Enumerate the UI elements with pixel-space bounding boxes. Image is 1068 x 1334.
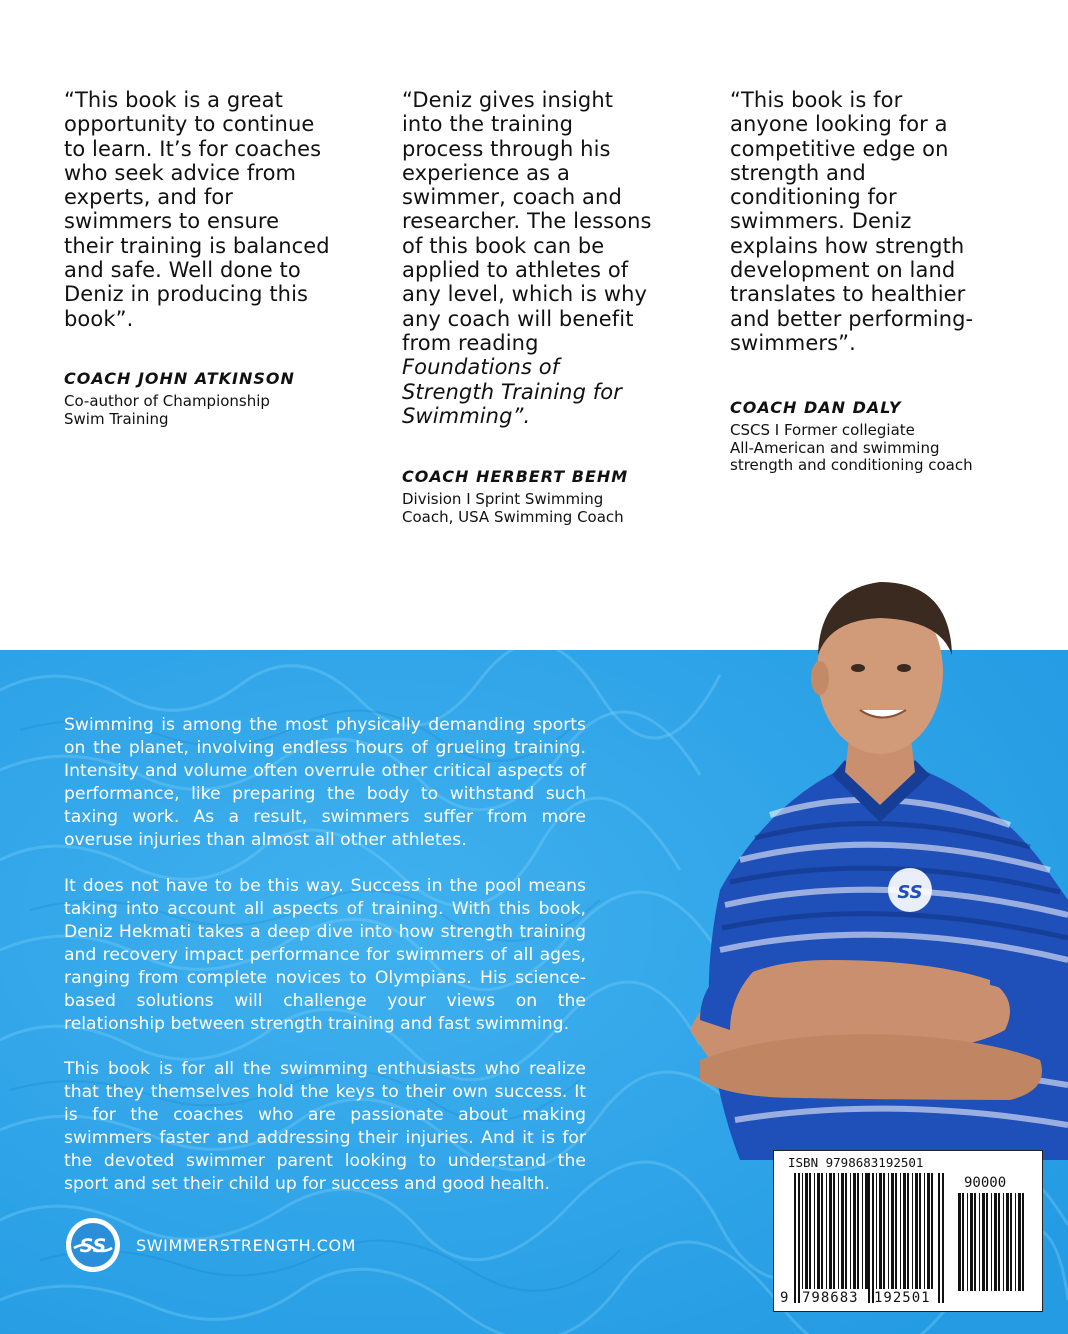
barcode-bar bbox=[970, 1193, 973, 1291]
barcode-bar bbox=[895, 1173, 897, 1289]
barcode-bar bbox=[888, 1173, 889, 1289]
author-portrait bbox=[660, 560, 1068, 1160]
barcode-bar bbox=[907, 1173, 909, 1289]
barcode-bar bbox=[912, 1173, 913, 1289]
barcode-bar bbox=[845, 1173, 847, 1289]
barcode-bar bbox=[876, 1173, 877, 1289]
barcode-bar bbox=[833, 1173, 835, 1289]
barcode-bar bbox=[872, 1173, 874, 1303]
barcode-bar bbox=[919, 1173, 921, 1289]
website-url[interactable]: SWIMMERSTRENGTH.COM bbox=[136, 1236, 357, 1255]
barcode-bar bbox=[857, 1173, 859, 1289]
barcode-bar bbox=[1006, 1193, 1009, 1291]
barcode-bar bbox=[982, 1193, 985, 1291]
barcode-bar bbox=[1015, 1193, 1016, 1291]
barcode-bar bbox=[805, 1173, 808, 1289]
testimonial-quote: “This book is for anyone looking for a competitive edge on strength and conditioning for swimmers. Deniz explains how strength development on land translates to healthier and better performing- swimmers”. bbox=[730, 88, 974, 355]
barcode-bar bbox=[994, 1193, 997, 1291]
barcode-bar bbox=[938, 1173, 940, 1303]
barcode-digits-right: 192501 bbox=[874, 1290, 931, 1306]
barcode-bar bbox=[998, 1193, 1000, 1291]
barcode-bar bbox=[798, 1173, 800, 1303]
testimonial-author-role: CSCS I Former collegiate All-American and swimming strength and conditioning coach bbox=[730, 421, 973, 474]
barcode-bar bbox=[958, 1193, 961, 1291]
testimonial-author: COACH JOHN ATKINSON bbox=[64, 369, 295, 388]
barcode-bar bbox=[862, 1173, 863, 1289]
testimonial-2 bbox=[402, 88, 662, 538]
barcode-bar bbox=[967, 1193, 968, 1291]
testimonial-1 bbox=[64, 88, 334, 448]
isbn-label: ISBN 9798683192501 bbox=[788, 1155, 924, 1170]
testimonial-3 bbox=[730, 88, 1030, 488]
barcode-bar bbox=[850, 1173, 851, 1289]
testimonial-author-role: Co-author of Championship Swim Training bbox=[64, 392, 270, 428]
barcode-bar bbox=[903, 1173, 906, 1289]
barcode-bar bbox=[879, 1173, 882, 1289]
barcode-bar bbox=[817, 1173, 820, 1289]
svg-text:SS: SS bbox=[79, 1235, 107, 1257]
barcode-bar bbox=[841, 1173, 844, 1289]
barcode-bar bbox=[974, 1193, 976, 1291]
barcode-bars bbox=[774, 1151, 1042, 1311]
barcode-bar bbox=[1018, 1193, 1021, 1291]
barcode-bar bbox=[802, 1173, 803, 1289]
description-paragraph-2: It does not have to be this way. Success in the pool means taking into account all aspects of training. With this book, Deniz Hekmati takes a deep dive into how strength training and recovery impact performance for swimmers of all ages, ranging from complete novices to Olympians. His science-based solutions will challenge your views on the relationship between strength training and fast swimming. bbox=[64, 876, 586, 1034]
barcode-bar bbox=[979, 1193, 980, 1291]
barcode-bar bbox=[891, 1173, 894, 1289]
testimonial-author-role: Division I Sprint Swimming Coach, USA Swimming Coach bbox=[402, 490, 624, 526]
barcode-bar bbox=[814, 1173, 815, 1289]
barcode-bar bbox=[1003, 1193, 1004, 1291]
barcode-bar bbox=[986, 1193, 988, 1291]
barcode-bar bbox=[883, 1173, 885, 1289]
book-title: Foundations of Strength Training for Swimming bbox=[402, 355, 622, 428]
description-paragraph-3: This book is for all the swimming enthusiasts who realize that they themselves hold the keys to their own success. It is for the coaches who are passionate about making swimmers faster and addressing their injuries. And it is for the devoted swimmer parent looking to understand the sport and set their child up for success and good health. bbox=[64, 1059, 586, 1194]
barcode-bar bbox=[900, 1173, 901, 1289]
barcode-digits-left: 798683 bbox=[802, 1290, 859, 1306]
barcode-bar bbox=[821, 1173, 823, 1289]
barcode-bar bbox=[794, 1173, 796, 1303]
isbn-barcode bbox=[773, 1150, 1043, 1312]
barcode-digit-lead: 9 bbox=[780, 1290, 789, 1306]
barcode-bar bbox=[942, 1173, 944, 1303]
svg-text:SS: SS bbox=[897, 882, 923, 903]
barcode-bar bbox=[809, 1173, 811, 1289]
barcode-bar bbox=[853, 1173, 856, 1289]
testimonial-author: COACH DAN DALY bbox=[730, 398, 902, 417]
testimonial-quote: “This book is a great opportunity to continue to learn. It’s for coaches who seek advice from experts, and for swimmers to ensure their training is balanced and safe. Well done to Deniz in producing this book”. bbox=[64, 88, 330, 331]
barcode-bar bbox=[962, 1193, 964, 1291]
description-paragraph-1: Swimming is among the most physically demanding sports on the planet, involving endless hours of grueling training. Intensity and volume often overrule other critical aspects of performance, like preparing the body to withstand such taxing work. As a result, swimmers suffer from more overuse injuries than almost all other athletes. bbox=[64, 715, 586, 850]
barcode-bar bbox=[1022, 1193, 1024, 1291]
testimonial-author: COACH HERBERT BEHM bbox=[402, 467, 629, 486]
barcode-bar bbox=[829, 1173, 832, 1289]
barcode-bar bbox=[927, 1173, 930, 1289]
barcode-bar bbox=[838, 1173, 839, 1289]
barcode-addon-code: 90000 bbox=[964, 1175, 1007, 1191]
testimonial-quote: “Deniz gives insight into the training process through his experience as a swimmer, coach and researcher. The lessons of this book can be applied to athletes of any level, which is why any coach will benefit from reading Foundations of Strength Training for Swimming”. bbox=[402, 88, 652, 428]
barcode-bar bbox=[1010, 1193, 1012, 1291]
barcode-bar bbox=[865, 1173, 868, 1289]
barcode-bar bbox=[826, 1173, 827, 1289]
barcode-bar bbox=[931, 1173, 933, 1289]
barcode-bar bbox=[915, 1173, 918, 1289]
barcode-bar bbox=[868, 1173, 870, 1303]
barcode-bar bbox=[991, 1193, 992, 1291]
barcode-bar bbox=[924, 1173, 925, 1289]
swimmerstrength-logo-icon bbox=[64, 1216, 122, 1274]
